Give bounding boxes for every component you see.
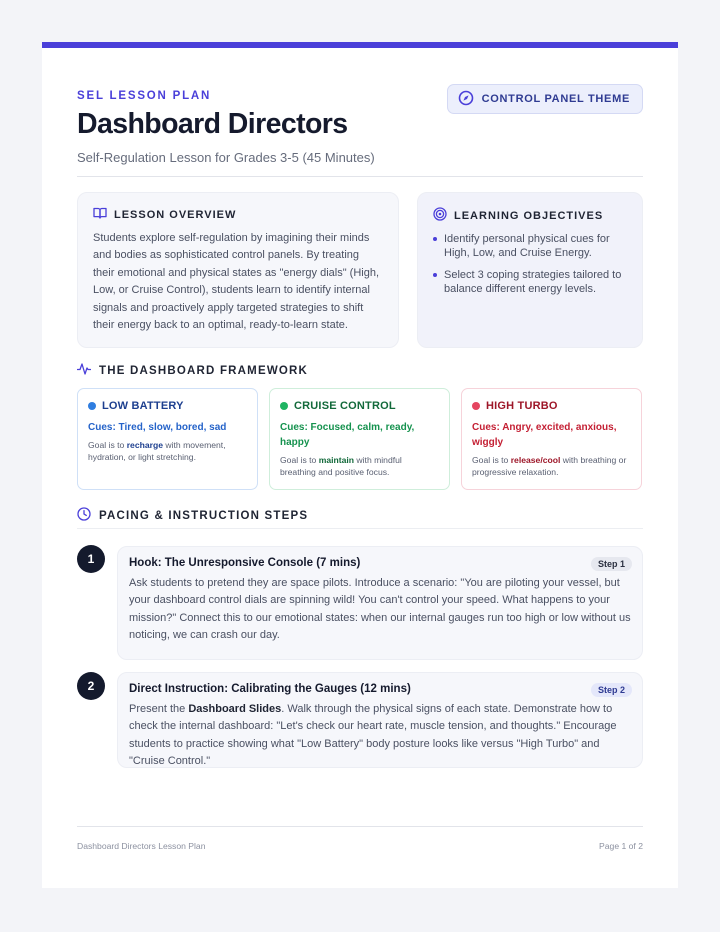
lesson-overview-card xyxy=(77,192,399,348)
energy-card-cues: Cues: Tired, slow, bored, sad xyxy=(88,422,227,433)
eyebrow-label: SEL LESSON PLAN xyxy=(77,90,212,102)
page-title: Dashboard Directors xyxy=(77,108,348,140)
step-badge: Step 1 xyxy=(591,557,632,571)
energy-card-cues: Cues: Focused, calm, ready, happy xyxy=(280,422,415,448)
step-text: Present the Dashboard Slides. Walk through the physical signs of each state. Demonstrate how to check the internal dashboard: "Let's check our heart rate, muscle tension, and thoughts." Encourage students to practice showing what "Low Battery" body posture looks like versus "High Turbo" and "Cruise Control." xyxy=(129,703,617,768)
step-card-2 xyxy=(117,672,643,768)
energy-card-cues: Cues: Angry, excited, anxious, wiggly xyxy=(472,422,617,448)
learning-objectives-heading xyxy=(433,207,627,224)
lesson-plan-page xyxy=(42,42,678,888)
pacing-divider xyxy=(77,528,643,529)
clock-icon xyxy=(77,507,91,524)
energy-card-title xyxy=(280,400,439,412)
footer-page-number: Page 1 of 2 xyxy=(599,841,643,851)
step-card-1 xyxy=(117,546,643,660)
lesson-overview-text: Students explore self-regulation by imagining their minds and bodies as sophisticated control panels. By treating their emotional and physical states as "energy dials" (High, Low, or Cruise Control), students learn to identify internal signals and proactively apply targeted strategies to shift their energy back to an optimal, ready-to-learn state. xyxy=(93,232,380,332)
energy-card-title-text: HIGH TURBO xyxy=(486,400,558,412)
energy-card-goal: Goal is to recharge with movement, hydration, or light stretching. xyxy=(88,440,226,462)
theme-badge-label: CONTROL PANEL THEME xyxy=(481,93,630,105)
list-item: Identify personal physical cues for High, Low, and Cruise Energy. xyxy=(433,232,627,260)
status-dot xyxy=(88,402,96,410)
energy-card-goal: Goal is to maintain with mindful breathing and positive focus. xyxy=(280,455,402,477)
pulse-icon xyxy=(77,362,91,379)
step-number-2: 2 xyxy=(77,672,105,700)
lesson-overview-heading xyxy=(93,207,383,222)
step-badge: Step 2 xyxy=(591,683,632,697)
target-icon xyxy=(433,207,447,224)
energy-card-title xyxy=(88,400,247,412)
learning-objectives-title: LEARNING OBJECTIVES xyxy=(454,209,604,222)
page-content xyxy=(77,48,643,888)
status-dot xyxy=(472,402,480,410)
page-subtitle: Self-Regulation Lesson for Grades 3-5 (45 Minutes) xyxy=(77,150,375,165)
footer-document-title: Dashboard Directors Lesson Plan xyxy=(77,841,206,851)
framework-title: THE DASHBOARD FRAMEWORK xyxy=(99,364,309,377)
status-dot xyxy=(280,402,288,410)
lesson-overview-title: LESSON OVERVIEW xyxy=(114,208,237,221)
energy-card-title xyxy=(472,400,631,412)
step-text: Ask students to pretend they are space pilots. Introduce a scenario: "You are piloting your vessel, but your dashboard control dials are spinning wild! You can't control your speed. What happens to your mission?" Connect this to our emotional states: when our internal gauges run too high or low without us noticing, we can crash our day. xyxy=(129,577,631,642)
learning-objectives-card xyxy=(417,192,643,348)
framework-heading xyxy=(77,362,308,379)
energy-card-title-text: CRUISE CONTROL xyxy=(294,400,396,412)
header-divider xyxy=(77,176,643,177)
list-item: Select 3 coping strategies tailored to balance different energy levels. xyxy=(433,268,627,296)
energy-card-goal: Goal is to release/cool with breathing or progressive relaxation. xyxy=(472,455,627,477)
energy-card-cruise-control xyxy=(269,388,450,490)
objectives-list xyxy=(433,232,627,296)
pacing-heading xyxy=(77,507,308,524)
energy-card-title-text: LOW BATTERY xyxy=(102,400,184,412)
step-number-1: 1 xyxy=(77,545,105,573)
compass-icon xyxy=(458,90,474,109)
energy-card-low-battery xyxy=(77,388,258,490)
footer-divider xyxy=(77,826,643,827)
step-title: Hook: The Unresponsive Console (7 mins) xyxy=(129,557,361,569)
pacing-title: PACING & INSTRUCTION STEPS xyxy=(99,509,309,522)
energy-card-high-turbo xyxy=(461,388,642,490)
step-title: Direct Instruction: Calibrating the Gauges (12 mins) xyxy=(129,683,411,695)
theme-badge xyxy=(447,84,643,114)
book-icon xyxy=(93,207,107,222)
